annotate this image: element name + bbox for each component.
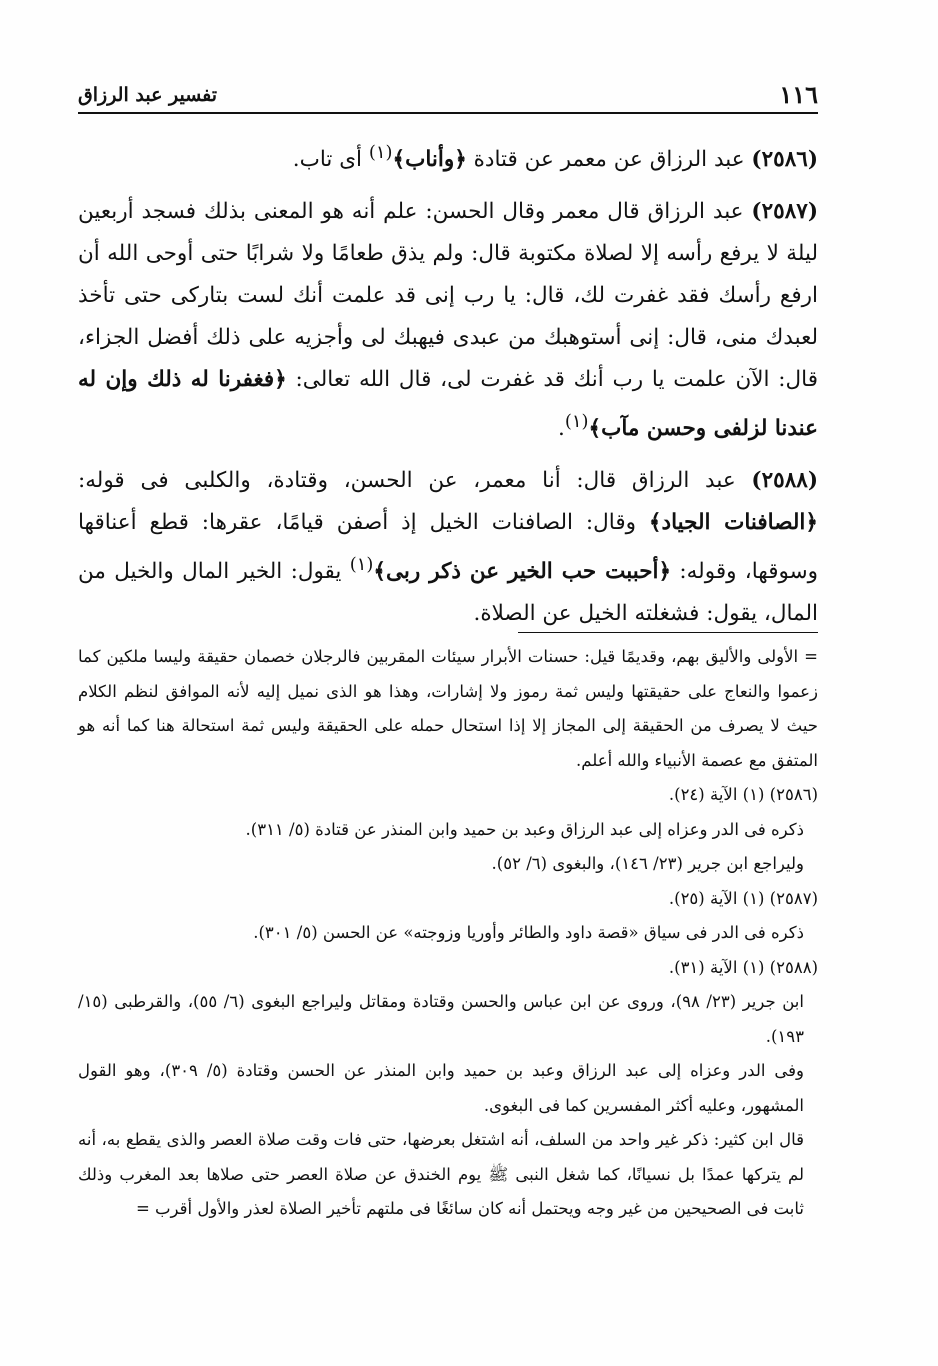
quran-verse: ﴿الصافنات الجياد﴾ xyxy=(648,510,818,536)
paragraph-text: عبد الرزاق قال معمر وقال الحسن: علم أنه هو المعنى بذلك فسجد أربعين ليلة لا يرفع رأسه إلا لصلاة مكتوبة قال: ولم يذق طعامًا ولا شرابًا حتى أوحى الله أن ارفع رأسك فقد غفرت لك، قال: يا رب إنى قد علمت أنك لست بتاركى حتى تأخذ لعبدك منى، قال: إنى أستوهبك من عبدى فيهبك لى وأجزيه على ذلك أفضل الجزاء، قال: الآن علمت يا رب أنك قد غفرت لى، قال الله تعالى: xyxy=(78,199,818,393)
main-text xyxy=(78,132,818,645)
footnote-marker: (١) xyxy=(564,411,589,433)
footnote-2588-text: قال ابن كثير: ذكر غير واحد من السلف، أنه اشتغل بعرضها، حتى فات وقت صلاة العصر والذى يقطع به، أنه لم يتركها عمدًا بل نسيانًا، كما شغل النبى ﷺ يوم الخندق عن صلاة العصر حتى صلاها بعد المغرب وذلك ثابت فى الصحيحين من غير وجه ويحتمل أنه كان سائغًا فى ملتهم تأخير الصلاة لعذر والأول أقرب = xyxy=(78,1130,804,1218)
footnote-2586-text: ذكره فى الدر وعزاه إلى عبد الرزاق وعبد بن حميد وابن المنذر عن قتادة (٥/ ٣١١). xyxy=(245,819,804,839)
footnote-2587-text: ذكره فى الدر فى سياق «قصة داود والطائر وأوريا وزوجته» عن الحسن (٥/ ٣٠١). xyxy=(253,923,804,942)
footnote-marker: (١) xyxy=(368,142,393,163)
quran-verse: ﴿فغفرنا له ذلك وإن له عندنا لزلفى وحسن مآب﴾ xyxy=(78,367,818,442)
paragraph-text: عبد الرزاق قال: أنا معمر، عن الحسن، وقتادة، والكلبى فى قوله: xyxy=(78,468,752,494)
paragraph-text: يقول: الخير المال والخيل من المال، يقول: فشغلته الخيل عن الصلاة. xyxy=(78,559,818,627)
hadith-number: (٢٥٨٦) xyxy=(751,147,818,173)
quran-verse: ﴿أحببت حب الخير عن ذكر ربى﴾ xyxy=(373,559,672,585)
paragraph-text: وقال: الصافنات الخيل إذ أصفن قيامًا، عقرها: قطع أعناقها وسوقها، وقوله: xyxy=(78,510,818,585)
hadith-number: (٢٥٨٧) xyxy=(751,199,818,225)
paragraph-2587 xyxy=(78,191,818,450)
paragraph-text: عبد الرزاق عن معمر عن قتادة xyxy=(466,147,752,173)
footnote-marker: (١) xyxy=(349,554,374,576)
paragraph-text: أى تاب. xyxy=(292,147,369,173)
page-number: ١١٦ xyxy=(779,80,818,109)
page-header xyxy=(78,78,818,114)
running-title: تفسير عبد الرزاق xyxy=(78,84,218,106)
paragraph-2586 xyxy=(78,132,818,181)
footnote-continuation: = الأولى والأليق بهم، وقديمًا قيل: حسنات الأبرار سيئات المقربين فالرجلان خصمان حقيقة وليسا ملكين كما زعموا والنعاج على حقيقتها وليس ثمة رموز ولا إشارات، وهذا هو الذى نميل إليه لأنه الموافق لنظم الكلام حيث لا يصرف من الحقيقة إلى المجاز إلا إذا استحال حمله على الحقيقة وليس ثمة استحالة هنا كما أنه هو المتفق مع عصمة الأنبياء والله أعلم. xyxy=(78,647,819,770)
footnote-2588-text: وفى الدر وعزاه إلى عبد الرزاق وعبد بن حميد وابن المنذر عن الحسن وقتادة (٥/ ٣٠٩)، وهو القول المشهور، وعليه أكثر المفسرين كما فى البغوى. xyxy=(78,1061,804,1115)
footnote-2586-text: وليراجع ابن جرير (٢٣/ ١٤٦)، والبغوى (٦/ ٥٢). xyxy=(491,854,804,873)
paragraph-text: . xyxy=(558,416,565,442)
quran-verse: ﴿وأناب﴾ xyxy=(392,147,467,173)
footnote-2586-heading: (٢٥٨٦) (١) الآية (٢٤). xyxy=(668,785,818,804)
footnote-divider xyxy=(518,632,818,633)
footnotes xyxy=(78,640,818,1227)
footnote-2587-heading: (٢٥٨٧) (١) الآية (٢٥). xyxy=(668,888,818,908)
footnote-2588-text: ابن جرير (٢٣/ ٩٨)، وروى عن ابن عباس والحسن وقتادة ومقاتل وليراجع البغوى (٦/ ٥٥)، والقرطبى (١٥/ ١٩٣). xyxy=(78,992,804,1046)
footnote-2588-heading: (٢٥٨٨) (١) الآية (٣١). xyxy=(668,957,818,977)
hadith-number: (٢٥٨٨) xyxy=(751,468,818,494)
paragraph-2588 xyxy=(78,460,818,635)
